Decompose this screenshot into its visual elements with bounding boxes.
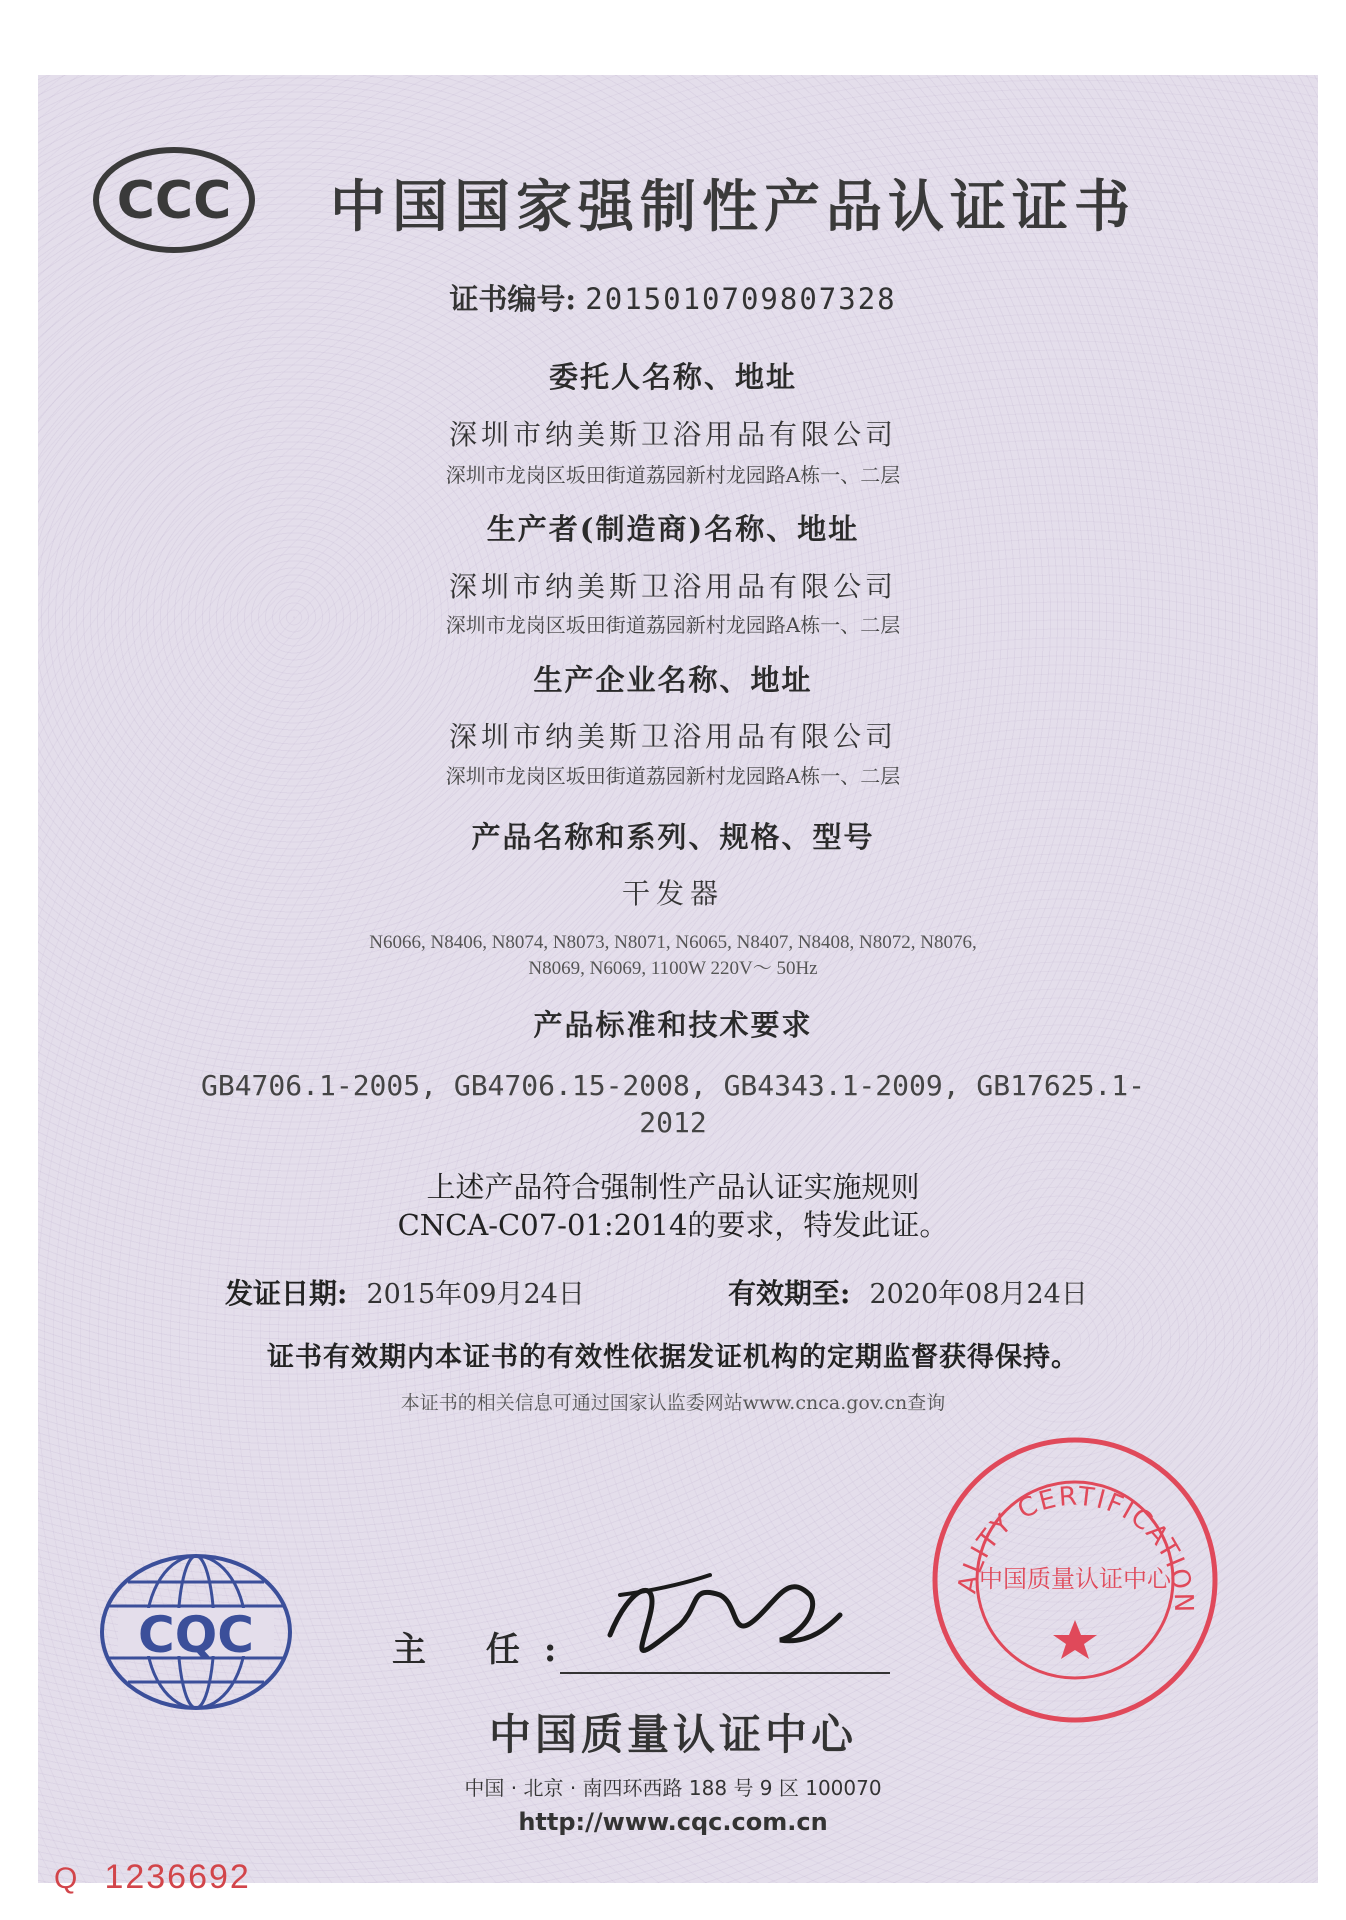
conformity-line2: CNCA-C07-01:2014的要求，特发此证。 (397, 1208, 949, 1242)
serial-value: 1236692 (104, 1858, 251, 1896)
expiry-date (728, 1272, 1088, 1312)
manufacturer-heading: 生产者(制造商)名称、地址 (486, 512, 860, 546)
expiry-date-value: 2020年08月24日 (869, 1279, 1088, 1310)
director-label: 主 任: (392, 1630, 581, 1670)
factory-heading: 生产企业名称、地址 (533, 663, 813, 697)
applicant-address: 深圳市龙岗区坂田街道荔园新村龙园路A栋一、二层 (445, 463, 901, 487)
factory-address: 深圳市龙岗区坂田街道荔园新村龙园路A栋一、二层 (445, 764, 901, 788)
standards-line2: 2012 (639, 1106, 707, 1139)
ccc-logo (92, 146, 256, 254)
issuer-address: 中国 · 北京 · 南四环西路 188 号 9 区 100070 (464, 1776, 882, 1800)
applicant-name: 深圳市纳美斯卫浴用品有限公司 (448, 418, 897, 451)
expiry-date-label: 有效期至: (728, 1277, 851, 1310)
cqc-logo (98, 1552, 294, 1712)
serial-number (54, 1858, 251, 1897)
certificate-number-value: 2015010709807328 (585, 282, 897, 316)
manufacturer-name: 深圳市纳美斯卫浴用品有限公司 (448, 570, 897, 603)
issue-date (225, 1272, 585, 1312)
seal-icon (930, 1435, 1220, 1725)
issuer-url[interactable]: http://www.cqc.com.cn (518, 1808, 828, 1836)
signature-line (560, 1672, 890, 1674)
ccc-centre-seal (930, 1435, 1220, 1725)
certificate-number (0, 277, 1346, 318)
product-models-line1: N6066, N8406, N8074, N8073, N8071, N6065, N8407, N8408, N8072, N8076, (369, 932, 977, 953)
director-signature (590, 1555, 850, 1675)
issuer-name: 中国质量认证中心 (488, 1710, 857, 1759)
conformity-line1: 上述产品符合强制性产品认证实施规则 (426, 1170, 920, 1204)
standards-heading: 产品标准和技术要求 (533, 1008, 813, 1042)
ccc-logo-icon (92, 146, 256, 254)
seal-inner-text: 中国质量认证中心 (979, 1565, 1171, 1593)
seal-outer-text: ALITY CERTIFICATION (952, 1481, 1199, 1615)
signature-mark (590, 1555, 850, 1675)
standards-line1: GB4706.1-2005, GB4706.15-2008, GB4343.1-2009, GB17625.1- (200, 1069, 1145, 1102)
applicant-heading: 委托人名称、地址 (548, 360, 797, 394)
ccc-logo-text: CCC (116, 171, 232, 231)
manufacturer-address: 深圳市龙岗区坂田街道荔园新村龙园路A栋一、二层 (445, 613, 901, 637)
factory-name: 深圳市纳美斯卫浴用品有限公司 (448, 720, 897, 753)
query-note: 本证书的相关信息可通过国家认监委网站www.cnca.gov.cn查询 (400, 1392, 946, 1414)
product-models-line2: N8069, N6069, 1100W 220V～ 50Hz (528, 958, 818, 979)
product-name: 干发器 (621, 877, 724, 910)
validity-note: 证书有效期内本证书的有效性依据发证机构的定期监督获得保持。 (267, 1342, 1079, 1373)
certificate-number-label: 证书编号: (449, 282, 577, 316)
cqc-logo-text: CQC (138, 1606, 254, 1664)
product-heading: 产品名称和系列、规格、型号 (471, 820, 875, 854)
issue-date-label: 发证日期: (225, 1277, 348, 1310)
cqc-globe-icon (98, 1552, 294, 1712)
serial-prefix: Q (54, 1862, 78, 1895)
issue-date-value: 2015年09月24日 (366, 1279, 585, 1310)
certificate-title: 中国国家强制性产品认证证书 (330, 175, 1136, 240)
